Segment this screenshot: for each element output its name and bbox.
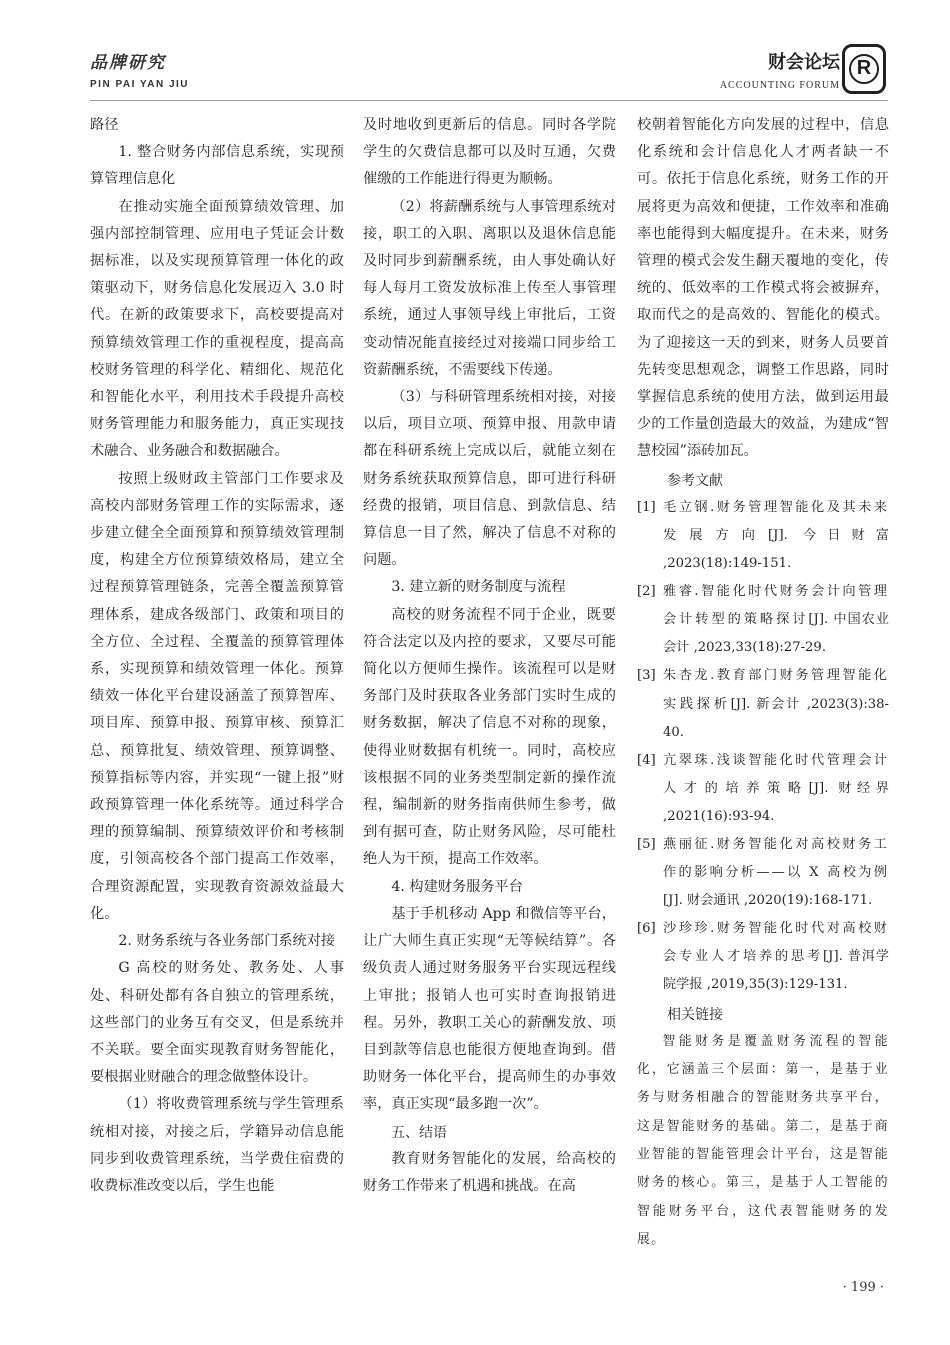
column-1 xyxy=(90,112,344,1200)
reference-citation: [J]. 今日财富 ,2023(18):149-151. xyxy=(663,527,889,572)
reference-item xyxy=(637,747,889,831)
reference-number: [5] xyxy=(637,836,656,852)
column-2 xyxy=(363,112,616,1200)
page-number: · 199 · xyxy=(842,1280,884,1295)
related-links-text: 智能财务是覆盖财务流程的智能化，它涵盖三个层面：第一，是基于业务与财务相融合的智能财务共享平台，这是智能财务的基础。第二，是基于商业智能的智能管理会计平台，这是智能财务的核心。第三，是基于人工智能的智能财务平台，这代表智能财务的发展。 xyxy=(637,1033,889,1247)
related-links-heading: 相关链接 xyxy=(667,1005,723,1022)
reference-citation: [J]. 普洱学院学报 ,2019,35(3):129-131. xyxy=(663,949,889,993)
registered-logo-icon xyxy=(842,44,886,94)
paragraph: 及时地收到更新后的信息。同时各学院学生的欠费信息都可以及时互通，欠费催缴的工作能进行得更为顺畅。 xyxy=(363,117,616,188)
reference-text: 毛立钢.财务管理智能化及其未来发展方向 xyxy=(663,499,889,543)
paragraph: 路径 xyxy=(90,117,119,133)
paragraph: （2）将薪酬系统与人事管理系统对接，职工的入职、离职以及退休信息能及时同步到薪酬系统，由人事处确认好每人每月工资发放标准上传至人事管理系统，通过人事领导线上审批后，工资变动情况能直接经过对接端口同步给工资薪酬系统，不需要线下传递。 xyxy=(363,198,616,378)
paragraph: 基于手机移动 App 和微信等平台，让广大师生真正实现“无等候结算”。各级负责人通过财务服务平台实现远程线上审批；报销人也可实时查询报销进程。另外，教职工关心的薪酬发放、项目到款等信息也能很方便地查询到。借助财务一体化平台，提高师生的办事效率，真正实现“最多跑一次”。 xyxy=(363,905,616,1113)
reference-citation: [J]. 新会计 ,2023(3):38-40. xyxy=(663,696,890,740)
reference-number: [4] xyxy=(637,752,656,768)
paragraph: 教育财务智能化的发展，给高校的财务工作带来了机遇和挑战。在高 xyxy=(363,1150,616,1194)
subheading: 1. 整合财务内部信息系统，实现预算管理信息化 xyxy=(90,144,344,188)
section-title: 财会论坛 xyxy=(768,52,840,72)
section-block xyxy=(720,48,840,91)
paragraph: 校朝着智能化方向发展的过程中，信息化系统和会计信息化人才两者缺一不可。依托于信息化系统，财务工作的开展将更为高效和便捷，工作效率和准确率也能得到大幅度提升。在未来，财务管理的模式会发生翻天覆地的变化，传统的、低效率的工作模式将会被摒弃，取而代之的是高效的、智能化的模式。为了迎接这一天的到来，财务人员要首先转变思想观念，调整工作思路，同时掌握信息系统的使用方法，做到运用最少的工作量创造最大的效益，为建成“智慧校园”添砖加瓦。 xyxy=(637,117,889,460)
column-3 xyxy=(637,112,889,1254)
paragraph: （3）与科研管理系统相对接，对接以后，项目立项、预算申报、用款申请都在科研系统上完成以后，就能立刻在财务系统获取预算信息，即可进行科研经费的报销，项目信息、到款信息、结算信息一目了然，解决了信息不对称的问题。 xyxy=(363,389,616,569)
subheading: 2. 财务系统与各业务部门系统对接 xyxy=(118,933,336,950)
reference-number: [1] xyxy=(637,499,656,515)
registered-mark: R xyxy=(849,54,879,84)
section-subtitle: ACCOUNTING FORUM xyxy=(719,80,840,91)
header-divider xyxy=(90,100,888,101)
reference-number: [2] xyxy=(637,584,656,600)
reference-citation: [J]. 中国农业会计 ,2023,33(18):27-29. xyxy=(663,612,889,656)
reference-text: 燕丽征.财务智能化对高校财务工作的影响分析——以 X 高校为例 xyxy=(663,836,889,881)
brand-title: 品牌研究 xyxy=(90,53,166,73)
paragraph: （1）将收费管理系统与学生管理系统相对接，对接之后，学籍异动信息能同步到收费管理系统，当学费住宿费的收费标准改变以后，学生也能 xyxy=(90,1096,344,1194)
paragraph: G 高校的财务处、教务处、人事处、科研处都有各自独立的管理系统，这些部门的业务互有交叉，但是系统并不关联。要全面实现教育财务智能化，要根据业财融合的理念做整体设计。 xyxy=(90,960,344,1086)
reference-item xyxy=(637,915,889,999)
reference-list xyxy=(637,494,889,1000)
brand-block xyxy=(90,48,189,90)
brand-pinyin: PIN PAI YAN JIU xyxy=(90,79,190,90)
subheading: 4. 构建财务服务平台 xyxy=(391,878,523,895)
reference-item xyxy=(637,662,889,746)
references-heading: 参考文献 xyxy=(667,471,723,488)
reference-number: [6] xyxy=(637,921,656,937)
paragraph: 高校的财务流程不同于企业，既要符合法定以及内控的要求，又要尽可能简化以方便师生操作。该流程可以是财务部门及时获取各业务部门实时生成的财务数据，解决了信息不对称的现象，使得业财数据有机统一。同时，高校应该根据不同的业务类型制定新的操作流程，编制新的财务指南供师生参考，做到有据可查，防止财务风险，尽可能杜绝人为干预，提高工作效率。 xyxy=(363,606,616,868)
reference-text: 沙珍珍.财务智能化时代对高校财会专业人才培养的思考 xyxy=(663,921,889,965)
reference-item xyxy=(637,831,889,915)
subheading: 3. 建立新的财务制度与流程 xyxy=(391,579,566,596)
paragraph: 按照上级财政主管部门工作要求及高校内部财务管理工作的实际需求，逐步建立健全全面预算和预算绩效管理制度，构建全方位预算绩效格局，建立全过程预算管理链条，完善全覆盖预算管理体系，建成各级部门、政策和项目的全方位、全过程、全覆盖的预算管理体系，实现预算和绩效管理一体化。预算绩效一体化平台建设涵盖了预算智库、项目库、预算申报、预算审核、预算汇总、预算批复、绩效管理、预算调整、预算指标等内容，并实现“一键上报”财政预算管理一体化系统等。通过科学合理的预算编制、预算绩效评价和考核制度，引领高校各个部门提高工作效率，合理资源配置，实现教育资源效益最大化。 xyxy=(90,470,344,922)
paragraph: 在推动实施全面预算绩效管理、加强内部控制管理、应用电子凭证会计数据标准，以及实现预算管理一体化的政策驱动下，财务信息化发展迈入 3.0 时代。在新的政策要求下，高校要提高对预算绩效管理工作的重视程度，提高高校财务管理的科学化、精细化、规范化和智能化水平，利用技术手段提升高校财务管理能力和服务能力，真正实现技术融合、业务融合和数据融合。 xyxy=(90,198,344,460)
reference-citation: [J]. 财经界 ,2021(16):93-94. xyxy=(663,780,889,824)
reference-number: [3] xyxy=(637,668,656,684)
section-heading: 五、结语 xyxy=(391,1123,447,1140)
reference-text: 雅睿.智能化时代财务会计向管理会计转型的策略探讨 xyxy=(663,584,889,628)
reference-item xyxy=(637,578,889,662)
reference-citation: [J]. 财会通讯 ,2020(19):168-171. xyxy=(663,893,873,909)
reference-text: 亢翠珠.浅谈智能化时代管理会计人才的培养策略 xyxy=(663,752,889,796)
reference-item xyxy=(637,494,889,578)
reference-text: 朱杏龙.教育部门财务管理智能化实践探析 xyxy=(663,668,889,712)
